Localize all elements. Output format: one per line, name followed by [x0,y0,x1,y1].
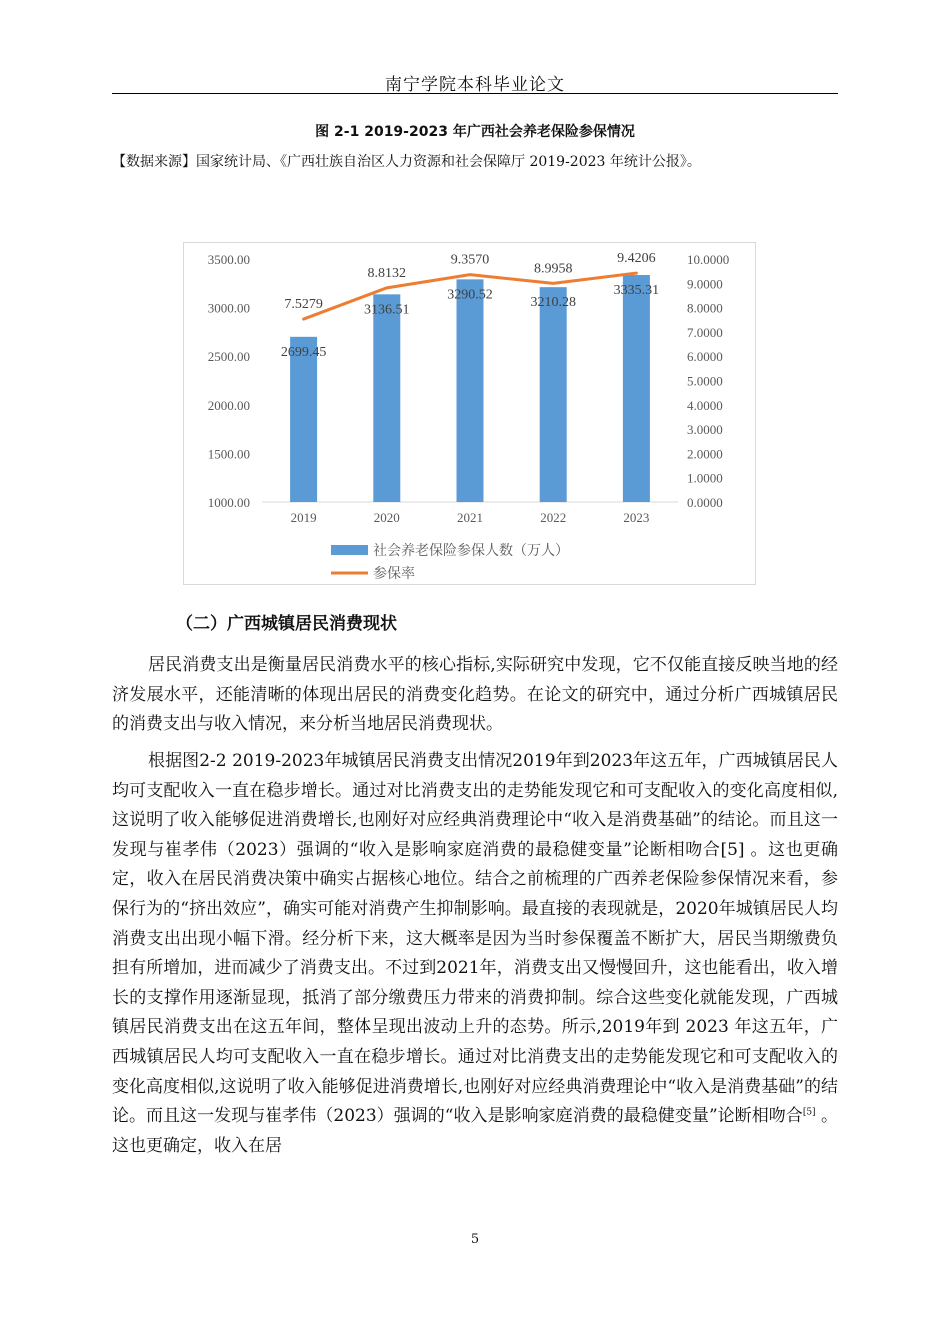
bar [373,294,400,502]
figure-caption: 图 2-1 2019-2023 年广西社会养老保险参保情况 [315,124,635,140]
y-left-tick-label: 3000.00 [207,300,250,316]
line-data-label: 9.4206 [617,251,656,267]
x-tick-label: 2022 [540,510,567,525]
bar-data-label: 3290.52 [447,287,493,303]
x-tick-label: 2019 [290,510,317,525]
bar [457,279,484,502]
line-data-label: 8.8132 [367,265,407,281]
bar [290,337,317,502]
bar-data-label: 3210.28 [530,295,576,311]
y-right-tick-label: 5.0000 [687,373,723,389]
x-tick-label: 2020 [373,510,400,525]
legend-bar-swatch [331,545,368,555]
page-number: 5 [470,1232,480,1247]
y-left-tick-label: 2000.00 [207,397,250,413]
bar-data-label: 2699.45 [280,344,327,360]
y-left-tick-label: 1500.00 [207,446,250,462]
line-data-label: 8.9958 [533,261,573,277]
chart-canvas [184,243,757,586]
combo-chart [183,242,756,585]
y-right-tick-label: 10.0000 [687,252,730,267]
y-left-tick-label: 2500.00 [207,349,250,365]
section-heading: （二）广西城镇居民消费现状 [176,614,397,634]
bar [623,275,650,502]
y-right-tick-label: 3.0000 [687,422,723,438]
paragraph-2-tail: 。这也更确定，收入在居 [112,1106,838,1156]
y-right-tick-label: 2.0000 [687,446,723,462]
running-header: 南宁学院本科毕业论文 [385,75,565,95]
bar-data-label: 3136.51 [364,302,410,318]
y-left-tick-label: 1000.00 [207,495,250,510]
y-right-tick-label: 1.0000 [687,470,723,486]
line-data-label: 7.5279 [284,297,323,313]
x-tick-label: 2021 [457,510,483,525]
header-rule [112,93,838,94]
citation-ref: [5] [802,1107,816,1118]
y-right-tick-label: 6.0000 [687,349,723,365]
bar-data-label: 3335.31 [613,283,660,299]
paragraph-1: 居民消费支出是衡量居民消费水平的核心指标,实际研究中发现，它不仅能直接反映当地的经济发展水平，还能清晰的体现出居民的消费变化趋势。在论文的研究中，通过分析广西城镇居民的消费支出与收入情况，来分析当地居民消费现状。 [112,655,838,735]
bar [540,287,567,502]
legend-bar-label: 社会养老保险参保人数（万人） [373,544,569,559]
data-source-note: 【数据来源】国家统计局、《广西壮族自治区人力资源和社会保障厅 2019-2023 年统计公报》。 [112,154,701,170]
y-right-tick-label: 0.0000 [687,495,723,510]
line-data-label: 9.3570 [450,252,490,268]
y-right-tick-label: 4.0000 [687,397,723,413]
paragraph-2 [112,747,838,1161]
y-right-tick-label: 8.0000 [687,300,723,316]
legend-line-label: 参保率 [373,567,415,582]
paragraph-2-text: 根据图2-2 2019-2023年城镇居民消费支出情况2019年到2023年这五年，广西城镇居民人均可支配收入一直在稳步增长。通过对比消费支出的走势能发现它和可支配收入的变化高度相似,这说明了收入能够促进消费增长,也刚好对应经典消费理论中“收入是消费基础”的结论。而且这一发现与崔孝伟（2023）强调的“收入是影响家庭消费的最稳健变量”论断相吻合[5] 。这也更确定，收入在居民消费决策中确实占据核心地位。结合之前梳理的广西养老保险参保情况来看，参保行为的“挤出效应”，确实可能对消费产生抑制影响。最直接的表现就是，2020年城镇居民人均消费支出出现小幅下滑。经分析下来，这大概率是因为当时参保覆盖不断扩大，居民当期缴费负担有所增加，进而减少了消费支出。不过到2021年，消费支出又慢慢回升，这也能看出，收入增长的支撑作用逐渐显现，抵消了部分缴费压力带来的消费抑制。综合这些变化就能发现，广西城镇居民消费支出在这五年间，整体呈现出波动上升的态势。所示,2019年到 2023 年这五年，广西城镇居民人均可支配收入一直在稳步增长。通过对比消费支出的走势能发现它和可支配收入的变化高度相似,这说明了收入能够促进消费增长,也刚好对应经典消费理论中“收入是消费基础”的结论。而且这一发现与崔孝伟（2023）强调的“收入是影响家庭消费的最稳健变量”论断相吻合 [112,751,838,1127]
x-tick-label: 2023 [623,510,650,525]
y-left-tick-label: 3500.00 [207,252,250,267]
y-right-tick-label: 7.0000 [687,324,723,340]
y-right-tick-label: 9.0000 [687,276,723,292]
